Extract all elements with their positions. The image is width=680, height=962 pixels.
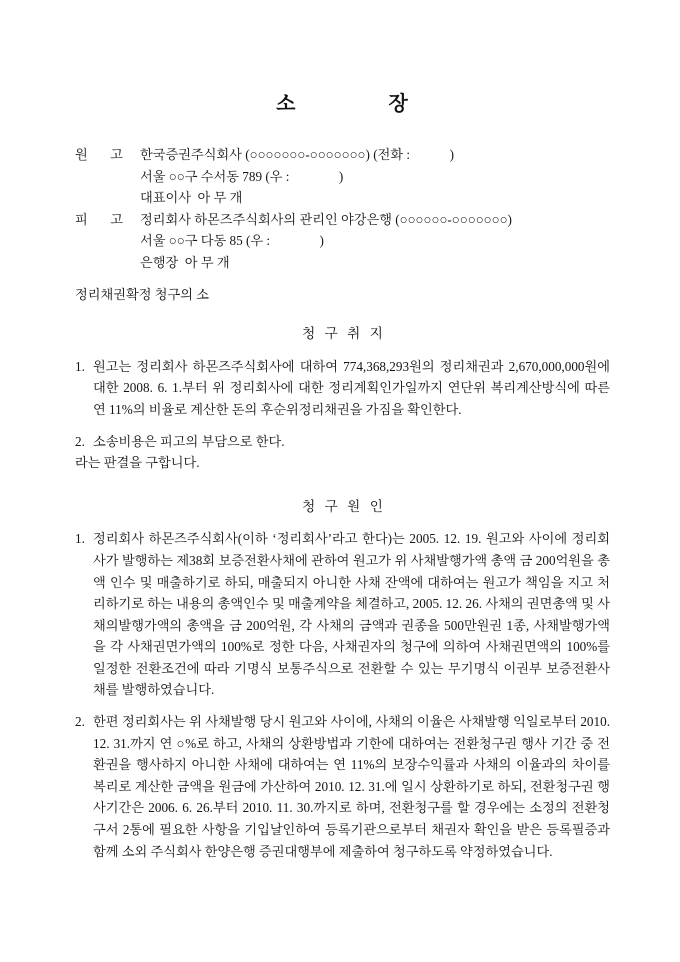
item-number: 1. xyxy=(75,358,85,374)
claim-cause-items xyxy=(75,528,610,862)
claim-purpose-item-1 xyxy=(75,356,610,421)
document-title-char-1: 소 xyxy=(276,93,297,115)
case-name: 정리채권확정 청구의 소 xyxy=(75,286,209,302)
defendant-name-line: 정리회사 하몬즈주식회사의 관리인 야강은행 (○○○○○○-○○○○○○○) xyxy=(140,211,512,227)
plaintiff-address-line: 서울 ○○구 수서동 789 (우 : ) xyxy=(140,168,344,184)
defendant-lines xyxy=(140,209,610,274)
plaintiff-lines xyxy=(140,144,610,209)
plaintiff-name-line: 한국증권주식회사 (○○○○○○○-○○○○○○○) (전화 : ) xyxy=(140,147,454,162)
claim-cause-item-2 xyxy=(75,711,610,862)
item-number: 1. xyxy=(75,531,85,547)
claim-purpose-items xyxy=(75,356,610,474)
section-heading-claim-purpose: 청 구 취 지 xyxy=(302,326,383,342)
section-heading-claim-cause: 청 구 원 인 xyxy=(302,498,383,514)
item-number: 2. xyxy=(75,433,85,449)
defendant-representative-line: 은행장 아 무 개 xyxy=(140,254,230,270)
document-title-char-2: 장 xyxy=(388,93,409,115)
plaintiff-representative-line: 대표이사 아 무 개 xyxy=(140,190,243,206)
claim-cause-item-1 xyxy=(75,528,610,701)
parties-block xyxy=(75,144,610,274)
defendant-block xyxy=(75,209,610,274)
document-title xyxy=(75,92,610,116)
claim-purpose-trailer: 라는 판결을 구합니다. xyxy=(75,455,200,471)
claim-purpose-item-2 xyxy=(75,431,610,453)
item-number: 2. xyxy=(75,714,85,730)
item-text: 한편 정리회사는 위 사채발행 당시 원고와 사이에, 사채의 이율은 사채발행 익일로부터 2010. 12. 31.까지 연 ○%로 하고, 사채의 상환방법과 기한에 대하여는 전환청구권 행사 기간 중 전환권을 행사하지 아니한 사채에 대하여는 연 11%의 보장수익률과 사채의 이율과의 차이를 복리로 계산한 금액을 원금에 가산하여 2010. 12. 31.에 일시 상환하기로 하되, 전환청구권 행사기간은 2006. 6. 26.부터 2010. 11. 30.까지로 하며, 전환청구를 할 경우에는 소정의 전환청구서 2통에 필요한 사항을 기입날인하여 등록기관으로부터 채권자 확인을 받은 등록필증과 함께 소외 주식회사 한양은행 증권대행부에 제출하여 청구하도록 약정하였습니다. xyxy=(93,714,610,859)
defendant-label: 피 고 xyxy=(75,211,123,227)
item-text: 정리회사 하몬즈주식회사(이하 ‘정리회사’라고 한다)는 2005. 12. 19. 원고와 사이에 정리회사가 발행하는 제38회 보증전환사채에 관하여 원고가 위 사채발행가액 총액 금 200억원을 총액 인수 및 매출하기로 하되, 매출되지 아니한 사채 잔액에 대하여는 원고가 책임을 지고 처리하기로 하는 내용의 총액인수 및 매출계약을 체결하고, 2005. 12. 26. 사채의 권면총액 및 사채의발행가액의 총액을 금 200억원, 각 사채의 금액과 권종을 500만원권 1종, 사채발행가액을 각 사채권면가액의 100%로 정한 다음, 사채권자의 청구에 의하여 사채권면액의 100%를 일정한 전환조건에 따라 기명식 보통주식으로 전환할 수 있는 무기명식 이권부 보증전환사채를 발행하였습니다. xyxy=(93,531,610,698)
defendant-address-line: 서울 ○○구 다동 85 (우 : ) xyxy=(140,233,324,249)
plaintiff-block xyxy=(75,144,610,209)
item-text: 소송비용은 피고의 부담으로 한다. xyxy=(93,433,285,449)
item-text: 원고는 정리회사 하몬즈주식회사에 대하여 774,368,293원의 정리채권과 2,670,000,000원에 대한 2008. 6. 1.부터 위 정리회사에 대한 정리계획인가일까지 연단위 복리계산방식에 따른 연 11%의 비율로 계산한 돈의 후순위정리채권을 가짐을 확인한다. xyxy=(93,358,610,417)
plaintiff-label: 원 고 xyxy=(75,147,123,162)
